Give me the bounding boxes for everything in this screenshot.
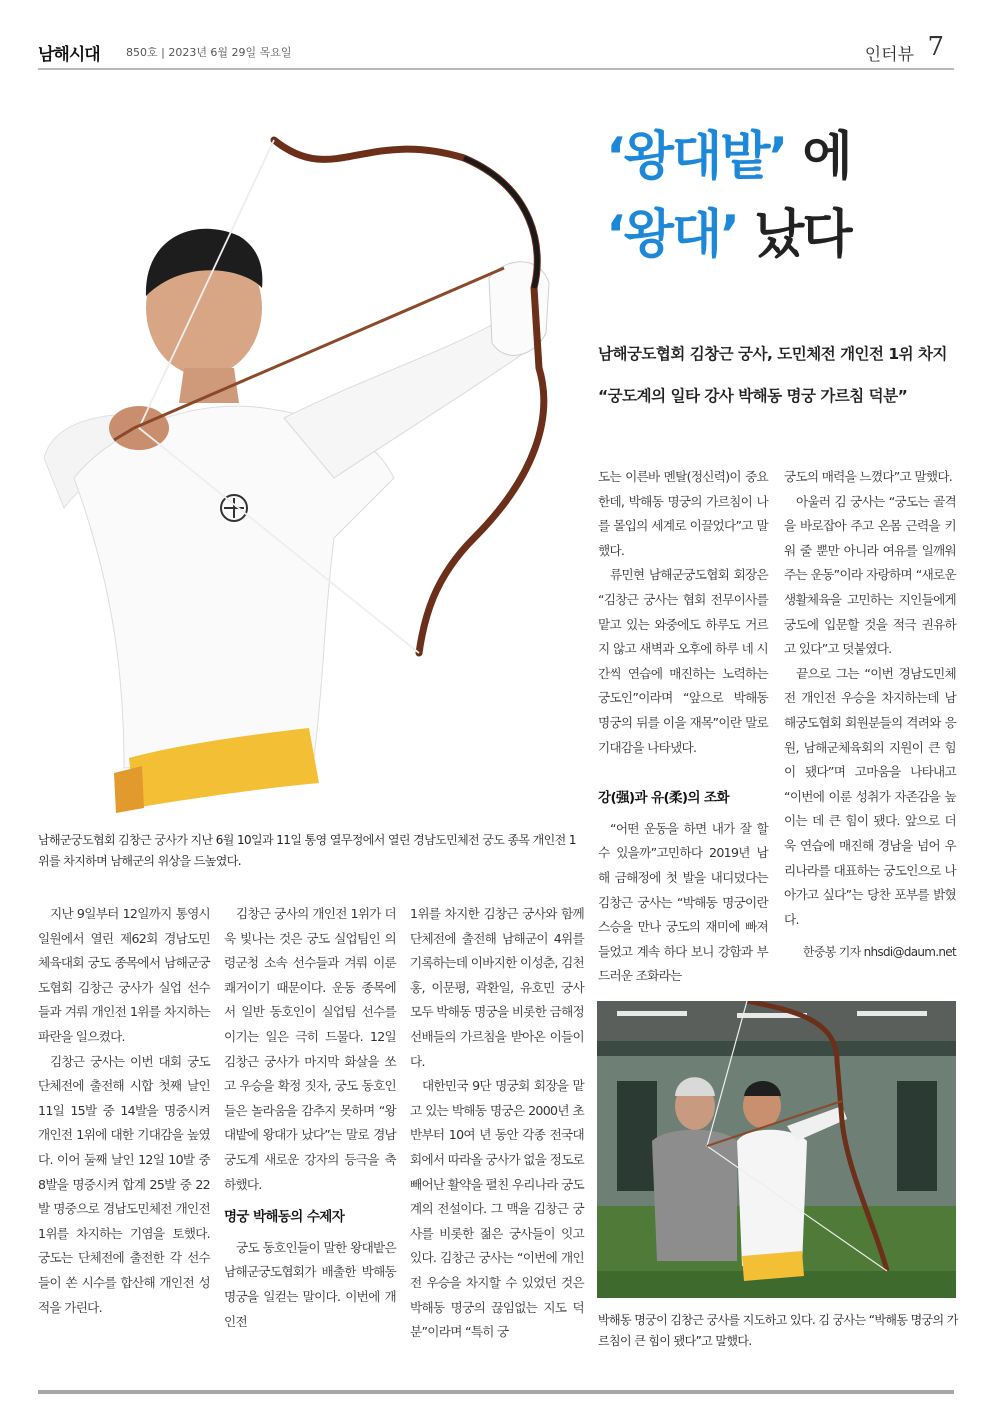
section-heading: 명궁 박해동의 수제자 [224,1209,345,1226]
headline [606,118,946,274]
paragraph: 류민현 남해군궁도협회 회장은 “김창근 궁사는 협회 전무이사를 맡고 있는 와중에도 하루도 거르지 않고 새벽과 오후에 하루 네 시간씩 연습에 매진하는 노력하는 궁도인”이라며 “앞으로 박해동 명궁의 뒤를 이을 재목”이란 말로 기대감을 나타냈다. [598,567,768,755]
byline: 한중봉 기자 nhsdi@daum.net [802,945,956,960]
paragraph: 대한민국 9단 명궁회 회장을 맡고 있는 박해동 명궁은 2000년 초반부터 10여 년 동안 각종 전국대회에서 따라올 궁사가 없을 정도로 빼어난 활약을 펼친 우리나라 궁도계의 전설이다. 그 맥을 김창근 궁사를 비롯한 젊은 궁사들이 잇고 있다. 김창근 궁사는 “이번에 개인전 우승을 차지할 수 있었던 것은 박해동 명궁의 끊임없는 지도 덕분”이라며 “특히 궁 [410,1078,584,1340]
subheadline-2: “궁도계의 일타 강사 박해동 명궁 가르침 덕분” [598,387,908,405]
article-column-5 [784,465,956,965]
mentor-photo [597,1001,956,1298]
paragraph: 궁도 동호인들이 말한 왕대밭은 남해군궁도협회가 배출한 박해동 명궁을 일컫는 말이다. 이번에 개인전 [224,1239,396,1329]
paragraph: 지난 9일부터 12일까지 통영시 일원에서 열린 제62회 경남도민 체육대회 궁도 종목에서 남해군궁도협회 김창근 궁사가 실업 선수들과 겨뤄 개인전 1위를 차지하는 파란을 일으켰다. [38,906,210,1044]
paragraph: 도는 이른바 멘탈(정신력)이 중요한데, 박해동 명궁의 가르침이 나를 몰입의 세계로 이끌었다”고 말했다. [598,469,768,558]
photo-caption-secondary: 박해동 명궁이 김창근 궁사를 지도하고 있다. 김 궁사는 “박해동 명궁의 가르침이 큰 힘이 됐다”고 말했다. [598,1313,958,1348]
article-column-2 [224,902,396,1334]
article-column-3 [410,902,584,1345]
paragraph: 아울러 김 궁사는 “궁도는 골격을 바로잡아 주고 온몸 근력을 키워 줄 뿐만 아니라 여유를 일깨워주는 운동”이라 자랑하며 “새로운 생활체육을 고민하는 지인들에게 궁도에 입문할 것을 적극 권유하고 있다”고 덧붙였다. [784,493,956,657]
paragraph: 1위를 차지한 김창근 궁사와 함께 단체전에 출전해 남해군이 4위를 기록하는데 이바지한 이성춘, 김천홍, 이문평, 곽환일, 유호민 궁사 모두 박해동 명궁을 비롯한 금해정 선배들의 가르침을 받아온 이들이다. [410,906,584,1069]
paragraph: 김창근 궁사의 개인전 1위가 더욱 빛나는 것은 궁도 실업팀인 의령군청 소속 선수들과 겨뤄 이룬 쾌거이기 때문이다. 운동 종목에서 일반 동호인이 실업팀 선수를 이기는 일은 극히 드물다. 12일 김창근 궁사가 마지막 화살을 쏘고 우승을 확정 짓자, 궁도 동호인들은 놀라움을 감추지 못하며 “왕대밭에 왕대가 났다”는 말로 경남 궁도계 새로운 강자의 등극을 축하했다. [224,906,396,1192]
headline-line1-quote: ‘왕대밭’ [606,127,787,187]
section-heading: 강(强)과 유(柔)의 조화 [598,790,729,807]
page-header [38,30,954,66]
headline-line2-rest: 났다 [737,205,851,265]
headline-line1-rest: 에 [786,127,851,187]
photo-caption-main: 남해군궁도협회 김창근 궁사가 지난 6월 10일과 11일 통영 열무정에서 열린 경남도민체전 궁도 종목 개인전 1위를 차지하며 남해군의 위상을 드높였다. [38,833,576,868]
headline-line2-quote: ‘왕대’ [606,205,738,265]
subheadline-1: 남해궁도협회 김창근 궁사, 도민체전 개인전 1위 차지 [598,345,947,363]
footer-rule [38,1390,954,1394]
section-label: 인터뷰 [864,45,914,65]
header-rule [38,68,954,70]
paragraph: 끝으로 그는 “이번 경남도민체전 개인전 우승을 차지하는데 남해궁도협회 회원분들의 격려와 응원, 남해군체육회의 지원이 큰 힘이 됐다”며 고마움을 나타내고 “이번에 이룬 성취가 자존감을 높이는 데 큰 힘이 됐다. 앞으로 더욱 연습에 매진해 경남을 넘어 우리나라를 대표하는 궁도인으로 나아가고 싶다”는 당찬 포부를 밝혔다. [784,665,956,927]
paragraph: 김창근 궁사는 이번 대회 궁도 단체전에 출전해 시합 첫째 날인 11일 15발 중 14발을 명중시켜 개인전 1위에 대한 기대감을 높였다. 이어 둘째 날인 12일 10발 중 8발을 명중시켜 합계 25발 중 22발 명중으로 경남도민체전 개인전 1위를 차지하는 기염을 토했다. 궁도는 단체전에 출전한 각 선수들이 쏜 시수를 합산해 개인전 성적을 가린다. [38,1053,210,1315]
article-column-4 [598,465,768,989]
article-column-1 [38,902,210,1320]
paragraph: 궁도의 매력을 느꼈다”고 말했다. [784,469,953,484]
newspaper-logo: 남해시대 [38,45,100,65]
archer-photo [34,118,584,818]
issue-info: 850호 | 2023년 6월 29일 목요일 [126,46,292,59]
page-number: 7 [927,32,944,62]
paragraph: “어떤 운동을 하면 내가 잘 할 수 있을까”고민하다 2019년 남해 금해정에 첫 발을 내디뎠다는 김창근 궁사는 “박해동 명궁이란 스승을 만나 궁도의 재미에 빠져들었고 계속 하다 보니 강함과 부드러운 조화라는 [598,820,768,984]
